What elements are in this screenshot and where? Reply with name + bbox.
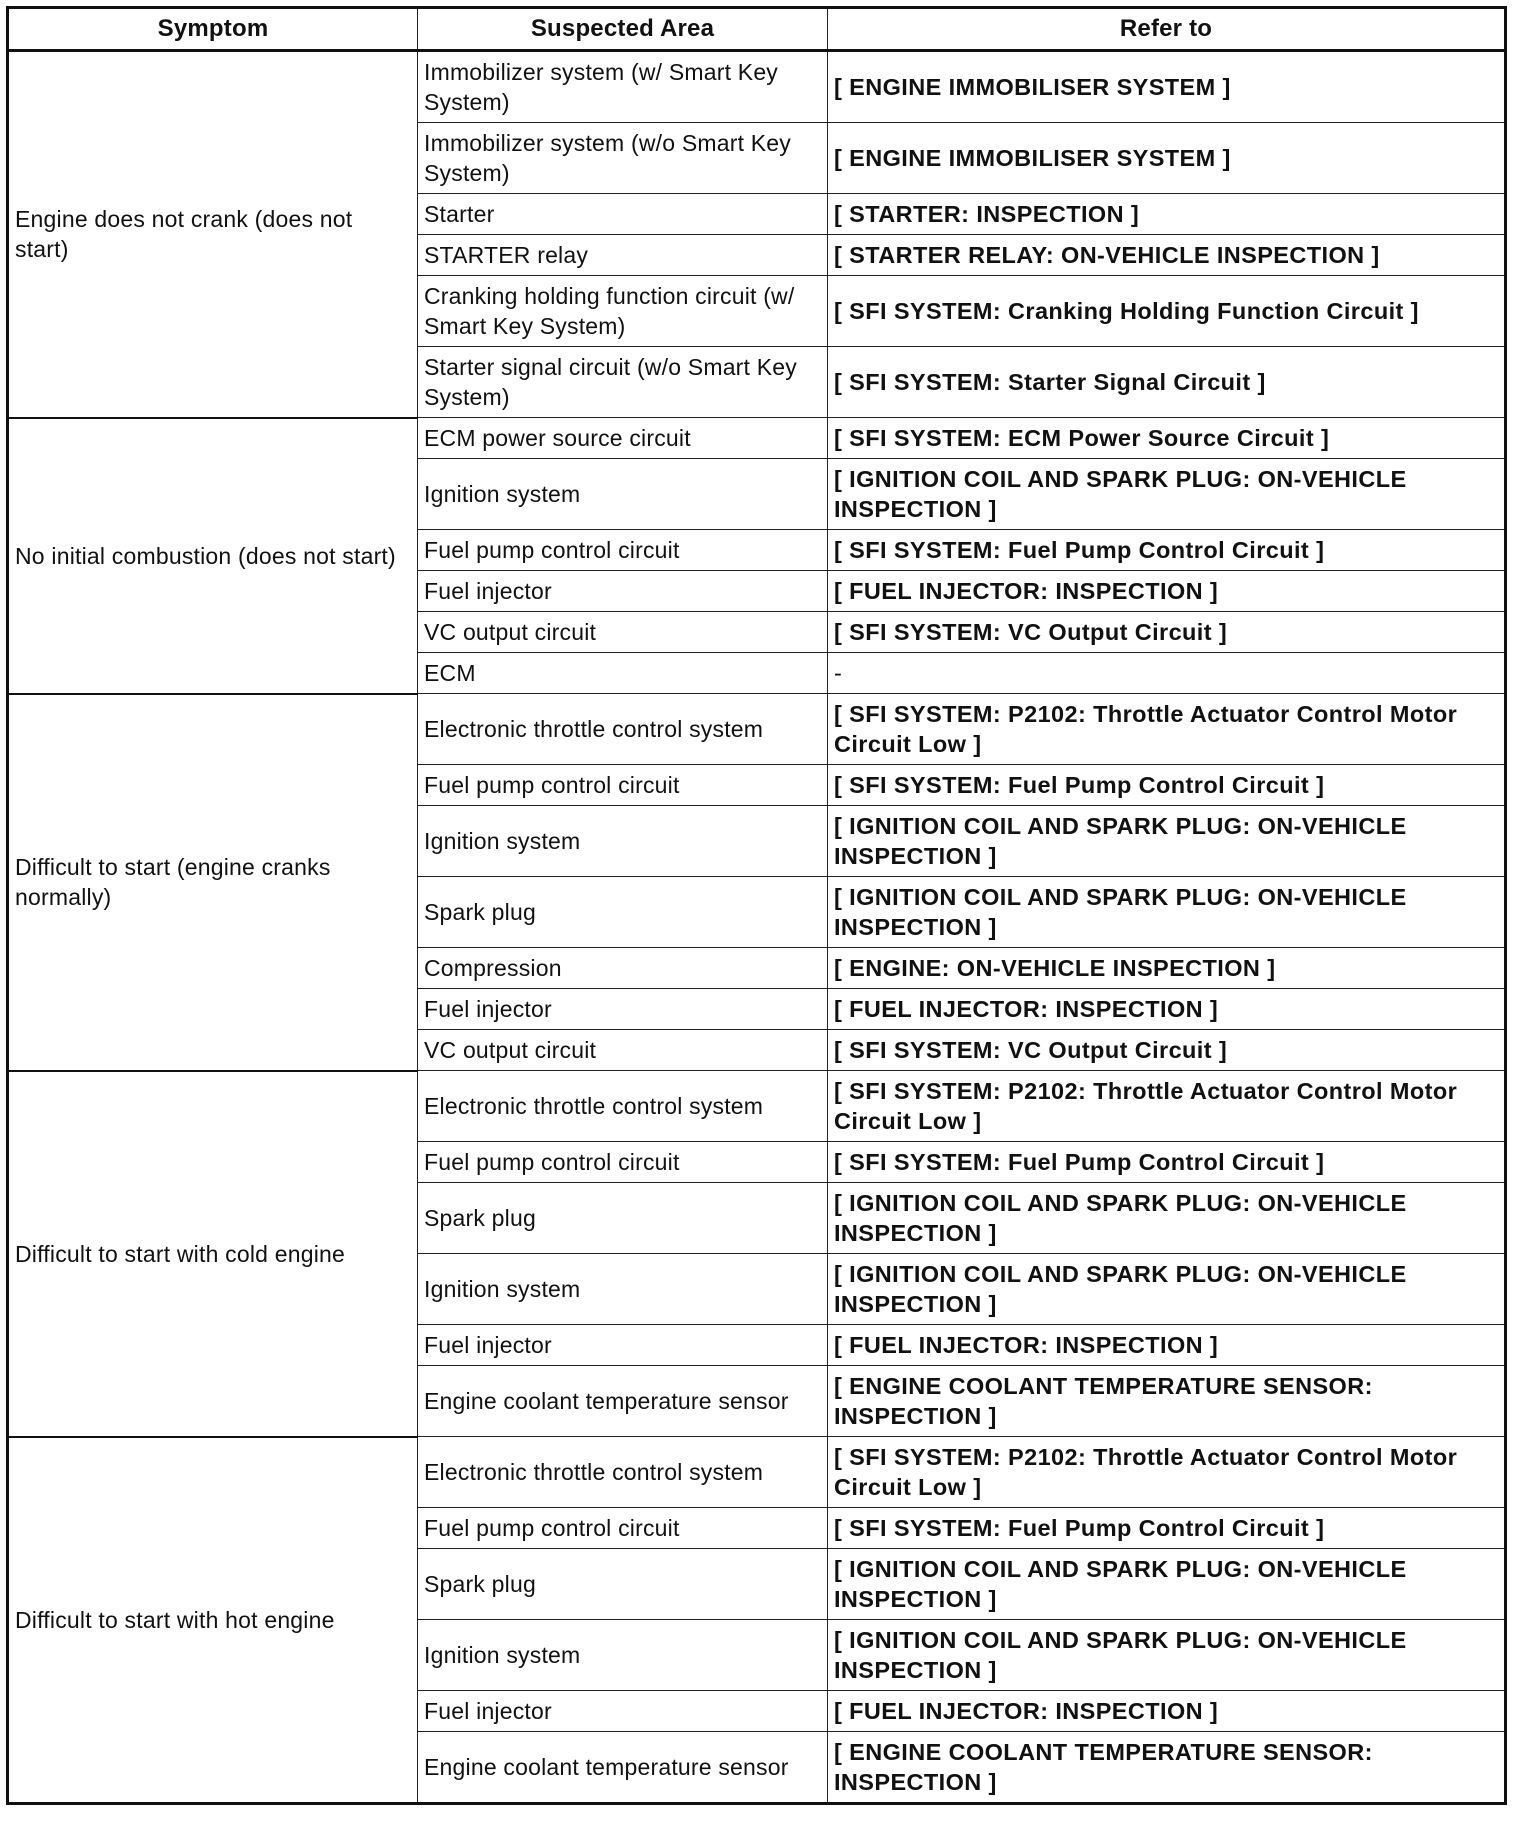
table-row: [8, 51, 1506, 123]
suspected-area-cell: Spark plug: [418, 1183, 828, 1254]
suspected-area-cell: Fuel pump control circuit: [418, 1508, 828, 1549]
table-row: [8, 418, 1506, 459]
refer-link[interactable]: [ SFI SYSTEM: Fuel Pump Control Circuit ]: [828, 1508, 1506, 1549]
header-refer-to: Refer to: [828, 8, 1506, 51]
suspected-area-cell: Fuel injector: [418, 989, 828, 1030]
refer-link[interactable]: [ SFI SYSTEM: Cranking Holding Function Circuit ]: [828, 276, 1506, 347]
refer-link[interactable]: [ FUEL INJECTOR: INSPECTION ]: [828, 1325, 1506, 1366]
suspected-area-cell: Fuel injector: [418, 1325, 828, 1366]
suspected-area-cell: Fuel pump control circuit: [418, 530, 828, 571]
suspected-area-cell: Starter: [418, 194, 828, 235]
refer-link[interactable]: [ SFI SYSTEM: Fuel Pump Control Circuit ]: [828, 1142, 1506, 1183]
symptom-cell: Difficult to start with hot engine: [8, 1437, 418, 1804]
refer-link[interactable]: [ SFI SYSTEM: Fuel Pump Control Circuit ]: [828, 765, 1506, 806]
refer-link[interactable]: [ IGNITION COIL AND SPARK PLUG: ON-VEHICLE INSPECTION ]: [828, 1183, 1506, 1254]
suspected-area-cell: VC output circuit: [418, 1030, 828, 1071]
suspected-area-cell: ECM: [418, 653, 828, 694]
refer-link[interactable]: [ IGNITION COIL AND SPARK PLUG: ON-VEHICLE INSPECTION ]: [828, 1620, 1506, 1691]
suspected-area-cell: Engine coolant temperature sensor: [418, 1366, 828, 1437]
refer-link[interactable]: [ IGNITION COIL AND SPARK PLUG: ON-VEHICLE INSPECTION ]: [828, 877, 1506, 948]
suspected-area-cell: Immobilizer system (w/ Smart Key System): [418, 51, 828, 123]
suspected-area-cell: Compression: [418, 948, 828, 989]
refer-link[interactable]: [ FUEL INJECTOR: INSPECTION ]: [828, 989, 1506, 1030]
suspected-area-cell: Cranking holding function circuit (w/ Smart Key System): [418, 276, 828, 347]
symptom-cell: Difficult to start with cold engine: [8, 1071, 418, 1437]
refer-link[interactable]: [ SFI SYSTEM: Starter Signal Circuit ]: [828, 347, 1506, 418]
suspected-area-cell: Ignition system: [418, 1254, 828, 1325]
refer-link[interactable]: [ SFI SYSTEM: VC Output Circuit ]: [828, 1030, 1506, 1071]
refer-link[interactable]: [ IGNITION COIL AND SPARK PLUG: ON-VEHICLE INSPECTION ]: [828, 459, 1506, 530]
suspected-area-cell: VC output circuit: [418, 612, 828, 653]
refer-link[interactable]: [ STARTER: INSPECTION ]: [828, 194, 1506, 235]
refer-link[interactable]: [ IGNITION COIL AND SPARK PLUG: ON-VEHICLE INSPECTION ]: [828, 806, 1506, 877]
refer-link[interactable]: [ ENGINE: ON-VEHICLE INSPECTION ]: [828, 948, 1506, 989]
suspected-area-cell: Electronic throttle control system: [418, 694, 828, 765]
header-suspected-area: Suspected Area: [418, 8, 828, 51]
refer-link[interactable]: [ IGNITION COIL AND SPARK PLUG: ON-VEHICLE INSPECTION ]: [828, 1254, 1506, 1325]
refer-link[interactable]: [ ENGINE COOLANT TEMPERATURE SENSOR: INSPECTION ]: [828, 1366, 1506, 1437]
suspected-area-cell: Spark plug: [418, 1549, 828, 1620]
refer-link[interactable]: [ SFI SYSTEM: VC Output Circuit ]: [828, 612, 1506, 653]
refer-link[interactable]: [ FUEL INJECTOR: INSPECTION ]: [828, 1691, 1506, 1732]
header-symptom: Symptom: [8, 8, 418, 51]
refer-link[interactable]: [ STARTER RELAY: ON-VEHICLE INSPECTION ]: [828, 235, 1506, 276]
problem-symptoms-table: [6, 6, 1507, 1805]
table-row: [8, 1071, 1506, 1142]
refer-link[interactable]: [ ENGINE COOLANT TEMPERATURE SENSOR: INSPECTION ]: [828, 1732, 1506, 1804]
refer-text: -: [828, 653, 1506, 694]
refer-link[interactable]: [ SFI SYSTEM: Fuel Pump Control Circuit ]: [828, 530, 1506, 571]
table-row: [8, 694, 1506, 765]
suspected-area-cell: Ignition system: [418, 806, 828, 877]
refer-link[interactable]: [ ENGINE IMMOBILISER SYSTEM ]: [828, 123, 1506, 194]
refer-link[interactable]: [ ENGINE IMMOBILISER SYSTEM ]: [828, 51, 1506, 123]
header-row: [8, 8, 1506, 51]
suspected-area-cell: Engine coolant temperature sensor: [418, 1732, 828, 1804]
table-row: [8, 1437, 1506, 1508]
refer-link[interactable]: [ SFI SYSTEM: P2102: Throttle Actuator Control Motor Circuit Low ]: [828, 1071, 1506, 1142]
refer-link[interactable]: [ SFI SYSTEM: P2102: Throttle Actuator Control Motor Circuit Low ]: [828, 1437, 1506, 1508]
suspected-area-cell: Electronic throttle control system: [418, 1071, 828, 1142]
suspected-area-cell: Starter signal circuit (w/o Smart Key System): [418, 347, 828, 418]
suspected-area-cell: Fuel pump control circuit: [418, 765, 828, 806]
symptom-cell: No initial combustion (does not start): [8, 418, 418, 694]
suspected-area-cell: Immobilizer system (w/o Smart Key System): [418, 123, 828, 194]
suspected-area-cell: Fuel injector: [418, 571, 828, 612]
suspected-area-cell: Spark plug: [418, 877, 828, 948]
refer-link[interactable]: [ SFI SYSTEM: ECM Power Source Circuit ]: [828, 418, 1506, 459]
suspected-area-cell: Ignition system: [418, 459, 828, 530]
suspected-area-cell: Fuel pump control circuit: [418, 1142, 828, 1183]
suspected-area-cell: Fuel injector: [418, 1691, 828, 1732]
suspected-area-cell: Ignition system: [418, 1620, 828, 1691]
refer-link[interactable]: [ SFI SYSTEM: P2102: Throttle Actuator Control Motor Circuit Low ]: [828, 694, 1506, 765]
suspected-area-cell: STARTER relay: [418, 235, 828, 276]
symptom-cell: Difficult to start (engine cranks normally): [8, 694, 418, 1071]
suspected-area-cell: ECM power source circuit: [418, 418, 828, 459]
suspected-area-cell: Electronic throttle control system: [418, 1437, 828, 1508]
refer-link[interactable]: [ FUEL INJECTOR: INSPECTION ]: [828, 571, 1506, 612]
symptom-cell: Engine does not crank (does not start): [8, 51, 418, 418]
refer-link[interactable]: [ IGNITION COIL AND SPARK PLUG: ON-VEHICLE INSPECTION ]: [828, 1549, 1506, 1620]
